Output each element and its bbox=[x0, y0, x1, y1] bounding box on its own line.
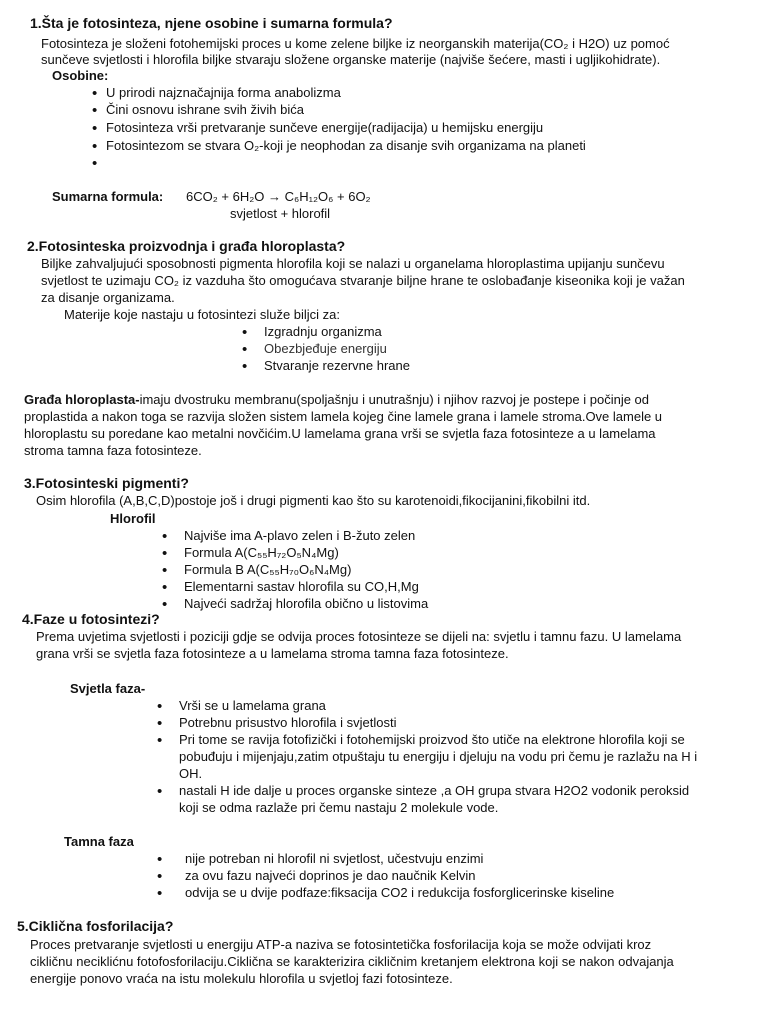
section-4-paragraph-line: Prema uvjetima svjetlosti i poziciji gdje se odvija proces fotosinteze se dijeli na: svjetlu i tamnu fazu. U lamelama bbox=[36, 629, 682, 644]
bullet-icon bbox=[162, 551, 170, 559]
list-item: Elementarni sastav hlorofila su CO,H,Mg bbox=[184, 579, 419, 594]
section-5-paragraph-line: cikličnu neciklićnu fotofosforilaciju.Ciklična se karakterizira cikličnim kretanjem elektrona koji se nakon odvajanja bbox=[30, 954, 674, 969]
list-item: Potrebnu prisustvo hlorofila i svjetlosti bbox=[179, 715, 397, 730]
bullet-icon bbox=[92, 126, 100, 134]
bullet-icon bbox=[92, 161, 100, 169]
chloroplast-structure-line: proplastida a nakon toga se razvija složen sistem lamela kojeg čine lamele grana i lamele stroma.Ove lamele u bbox=[24, 409, 663, 424]
list-item: Formula A(C₅₅H₇₂O₅N₄Mg) bbox=[184, 545, 339, 560]
bullet-icon bbox=[92, 108, 100, 116]
section-5-paragraph-line: Proces pretvaranje svjetlosti u energiju ATP-a naziva se fotosintetička fosforilacija koja se može odvijati kroz bbox=[30, 937, 652, 952]
list-item: Vrši se u lamelama grana bbox=[179, 698, 326, 713]
bullet-icon bbox=[157, 891, 165, 899]
list-item-continuation: koji se odma razlaže pri čemu nastaju 2 molekule vode. bbox=[179, 800, 499, 815]
list-item: Obezbjeđuje energiju bbox=[264, 341, 387, 356]
list-item: Najveći sadržaj hlorofila obično u listovima bbox=[184, 596, 429, 611]
section-1-paragraph-line: Fotosinteza je složeni fotohemijski proces u kome zelene biljke iz neorganskih materija(CO₂ i H2O) uz pomoć bbox=[41, 36, 670, 51]
list-item: Formula B A(C₅₅H₇₀O₆N₄Mg) bbox=[184, 562, 352, 577]
bullet-icon bbox=[157, 738, 165, 746]
bullet-icon bbox=[157, 704, 165, 712]
list-item: U prirodi najznačajnija forma anabolizma bbox=[106, 85, 341, 100]
dark-phase-label: Tamna faza bbox=[64, 834, 134, 849]
materials-intro: Materije koje nastaju u fotosintezi služe biljci za: bbox=[64, 307, 341, 322]
bullet-icon bbox=[157, 789, 165, 797]
section-5-title: 5.Ciklična fosforilacija? bbox=[17, 918, 174, 934]
list-item: odvija se u dvije podfaze:fiksacija CO2 i redukcija fosforglicerinske kiseline bbox=[185, 885, 615, 900]
chlorophyll-label: Hlorofil bbox=[110, 511, 156, 526]
list-item: Fotosintezom se stvara O₂-koji je neophodan za disanje svih organizama na planeti bbox=[106, 138, 586, 153]
section-2-paragraph-line: za disanje organizama. bbox=[41, 290, 175, 305]
summary-formula: 6CO₂ + 6H₂O → C₆H₁₂O₆ + 6O₂ bbox=[186, 189, 371, 204]
section-1-paragraph-line: sunčeve svjetlosti i hlorofila biljke stvaraju složene organske materije (najviše šećere, masti i ugljikohidrate). bbox=[41, 52, 661, 67]
list-item: Pri tome se ravija fotofizički i fotohemijski proizvod što utiče na elektrone hlorofila koji se bbox=[179, 732, 685, 747]
list-item: nije potreban ni hlorofil ni svjetlost, učestvuju enzimi bbox=[185, 851, 484, 866]
list-item: Najviše ima A-plavo zelen i B-žuto zelen bbox=[184, 528, 416, 543]
bullet-icon bbox=[162, 602, 170, 610]
section-2-paragraph-line: svjetlost te uzimaju CO₂ iz vazduha što omogućava stvaranje biljne hrane te oslobađanje kiseonika koji je važan bbox=[41, 273, 685, 288]
list-item: Izgradnju organizma bbox=[264, 324, 382, 339]
bullet-icon bbox=[157, 874, 165, 882]
section-5-paragraph-line: energije ponovo vraća na istu molekulu hlorofila u svjetloj fazi fotosinteze. bbox=[30, 971, 453, 986]
list-item: Stvaranje rezervne hrane bbox=[264, 358, 410, 373]
list-item: Fotosinteza vrši pretvaranje sunčeve energije(radijacija) u hemijsku energiju bbox=[106, 120, 544, 135]
chloroplast-structure-text: imaju dvostruku membranu(spoljašnju i unutrašnju) i njihov razvoj je postepe i počinje od bbox=[139, 392, 650, 407]
chloroplast-structure-label: Građa hloroplasta- bbox=[24, 392, 140, 407]
bullet-icon bbox=[157, 721, 165, 729]
section-3-paragraph-line: Osim hlorofila (A,B,C,D)postoje još i drugi pigmenti kao što su karotenoidi,fikocijanini,fikobilni itd. bbox=[36, 493, 591, 508]
bullet-icon bbox=[162, 534, 170, 542]
list-item: nastali H ide dalje u proces organske sinteze ,a OH grupa stvara H2O2 vodonik peroksid bbox=[179, 783, 690, 798]
bullet-icon bbox=[157, 857, 165, 865]
bullet-icon bbox=[162, 585, 170, 593]
section-2-title: 2.Fotosinteska proizvodnja i građa hloroplasta? bbox=[27, 238, 346, 254]
formula-label: Sumarna formula: bbox=[52, 189, 164, 204]
light-phase-label: Svjetla faza- bbox=[70, 681, 146, 696]
properties-label: Osobine: bbox=[52, 68, 109, 83]
bullet-icon bbox=[242, 364, 250, 372]
bullet-icon bbox=[242, 330, 250, 338]
bullet-icon bbox=[92, 91, 100, 99]
list-item-continuation: pobuđuju i mijenjaju,zatim otpuštaju tu energiju i djeluju na vodu pri čemu je razlažu na H i bbox=[179, 749, 698, 764]
bullet-icon bbox=[92, 144, 100, 152]
bullet-icon bbox=[242, 347, 250, 355]
chloroplast-structure-line: hloroplastu su poredane kao metalni novčićim.U lamelama grana vrši se svjetla faza fotosinteze a u lamelama bbox=[24, 426, 656, 441]
list-item: Čini osnovu ishrane svih živih bića bbox=[106, 102, 304, 117]
formula-conditions: svjetlost + hlorofil bbox=[230, 206, 331, 221]
section-4-title: 4.Faze u fotosintezi? bbox=[22, 611, 160, 627]
chloroplast-structure-line: stroma tamna faza fotosinteze. bbox=[24, 443, 202, 458]
section-4-paragraph-line: grana vrši se svjetla faza fotosinteze a u lamelama stroma tamna faza fotosinteze. bbox=[36, 646, 509, 661]
section-1-title: 1.Šta je fotosinteza, njene osobine i sumarna formula? bbox=[30, 15, 393, 31]
list-item: za ovu fazu najveći doprinos je dao naučnik Kelvin bbox=[185, 868, 476, 883]
section-3-title: 3.Fotosinteski pigmenti? bbox=[24, 475, 189, 491]
section-2-paragraph-line: Biljke zahvaljujući sposobnosti pigmenta hlorofila koji se nalazi u organelama hloroplastima upijanju sunčevu bbox=[41, 256, 665, 271]
chloroplast-structure-line bbox=[24, 391, 649, 408]
bullet-icon bbox=[162, 568, 170, 576]
list-item-continuation: OH. bbox=[179, 766, 203, 781]
